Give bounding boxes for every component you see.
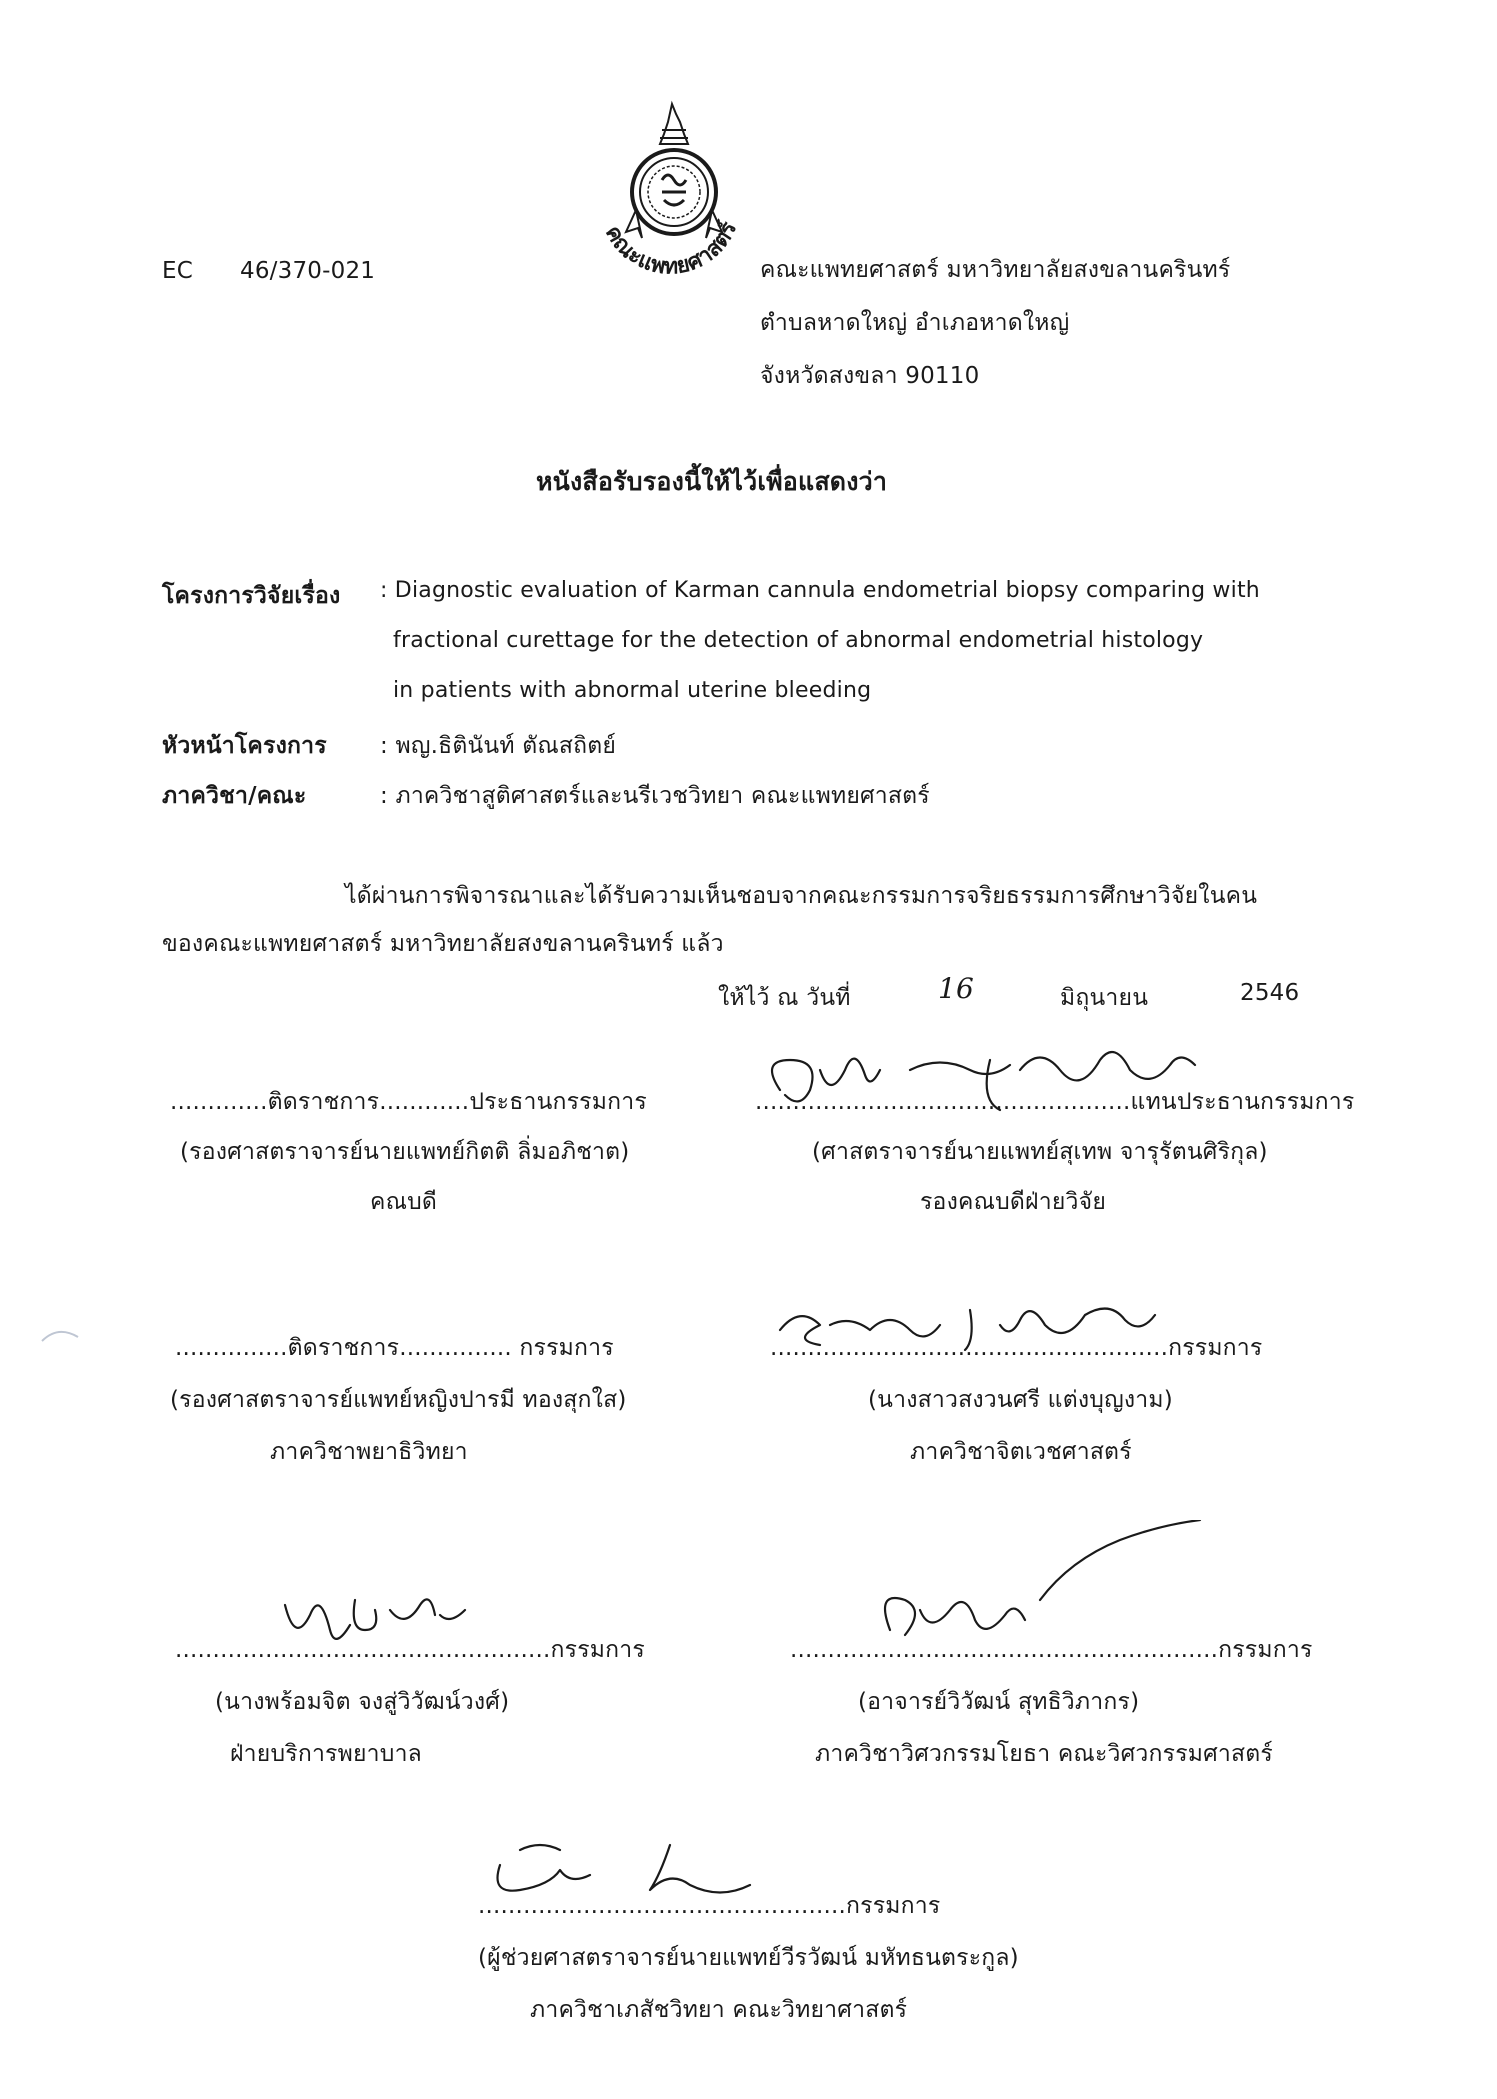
signatory-6-line: .........................................................กรรมการ <box>790 1637 1313 1663</box>
address-line-3: จังหวัดสงขลา 90110 <box>760 363 980 389</box>
date-prefix: ให้ไว้ ณ วันที่ <box>718 985 851 1011</box>
approval-line-1: ได้ผ่านการพิจารณาและได้รับความเห็นชอบจากคณะกรรมการจริยธรรมการศึกษาวิจัยในคน <box>345 883 1258 909</box>
seal-ring-text: คณะแพทยศาสตร์ <box>599 218 743 280</box>
date-day: 16 <box>938 972 975 1005</box>
signatory-7-position: ภาควิชาเภสัชวิทยา คณะวิทยาศาสตร์ <box>530 1997 908 2023</box>
project-head-value: : พญ.ธิตินันท์ ตัณสถิตย์ <box>380 733 617 759</box>
signatory-6-position: ภาควิชาวิศวกรรมโยธา คณะวิศวกรรมศาสตร์ <box>815 1741 1273 1767</box>
project-label: โครงการวิจัยเรื่อง <box>162 583 341 609</box>
project-title-line-3: in patients with abnormal uterine bleeding <box>393 678 872 703</box>
signatory-5-position: ฝ่ายบริการพยาบาล <box>230 1741 422 1767</box>
signatory-3-line: ...............ติดราชการ............... กรรมการ <box>175 1335 614 1361</box>
certificate-heading: หนังสือรับรองนี้ให้ไว้เพื่อแสดงว่า <box>536 467 888 496</box>
department-value: : ภาควิชาสูติศาสตร์และนรีเวชวิทยา คณะแพทยศาสตร์ <box>380 783 930 809</box>
signatory-7-name: (ผู้ช่วยศาสตราจารย์นายแพทย์วีรวัฒน์ มหัทธนตระกูล) <box>478 1945 1019 1971</box>
faculty-seal-logo <box>580 100 760 280</box>
project-title-line-1: : Diagnostic evaluation of Karman cannula endometrial biopsy comparing with <box>380 578 1260 603</box>
date-year: 2546 <box>1240 980 1300 1006</box>
reference-number: 46/370-021 <box>240 258 376 284</box>
signatory-4-name: (นางสาวสงวนศรี แต่งบุญงาม) <box>868 1387 1173 1413</box>
department-label: ภาควิชา/คณะ <box>162 783 307 809</box>
date-month: มิถุนายน <box>1060 985 1149 1011</box>
approval-line-2: ของคณะแพทยศาสตร์ มหาวิทยาลัยสงขลานครินทร์ แล้ว <box>162 931 724 957</box>
signatory-3-position: ภาควิชาพยาธิวิทยา <box>270 1439 468 1465</box>
reference-prefix: EC <box>162 258 193 284</box>
signatory-2-line: ..................................................แทนประธานกรรมการ <box>755 1089 1355 1115</box>
signatory-4-position: ภาควิชาจิตเวชศาสตร์ <box>910 1439 1132 1465</box>
signatory-7-line: .................................................กรรมการ <box>478 1893 941 1919</box>
signatory-1-name: (รองศาสตราจารย์นายแพทย์กิตติ ลิ่มอภิชาต) <box>180 1139 630 1165</box>
signatory-2-position: รองคณบดีฝ่ายวิจัย <box>920 1189 1106 1215</box>
signatory-5-name: (นางพร้อมจิต จงสู่วิวัฒน์วงศ์) <box>215 1689 510 1715</box>
svg-text:คณะแพทยศาสตร์ <box>600 218 742 280</box>
address-line-1: คณะแพทยศาสตร์ มหาวิทยาลัยสงขลานครินทร์ <box>760 257 1231 283</box>
signatory-2-name: (ศาสตราจารย์นายแพทย์สุเทพ จารุรัตนศิริกุล) <box>812 1139 1268 1165</box>
signatory-4-line: .....................................................กรรมการ <box>770 1335 1263 1361</box>
project-head-label: หัวหน้าโครงการ <box>162 733 327 759</box>
signatory-6-name: (อาจารย์วิวัฒน์ สุทธิวิภากร) <box>858 1689 1140 1715</box>
signatory-3-name: (รองศาสตราจารย์แพทย์หญิงปารมี ทองสุกใส) <box>170 1387 627 1413</box>
signatory-1-line: .............ติดราชการ............ประธานกรรมการ <box>170 1089 647 1115</box>
scan-mark <box>40 1325 80 1345</box>
signatory-5-line: ..................................................กรรมการ <box>175 1637 645 1663</box>
project-title-line-2: fractional curettage for the detection of abnormal endometrial histology <box>393 628 1204 653</box>
address-line-2: ตำบลหาดใหญ่ อำเภอหาดใหญ่ <box>760 310 1070 336</box>
signature-6-image <box>870 1520 1210 1650</box>
signatory-1-position: คณบดี <box>370 1189 438 1215</box>
